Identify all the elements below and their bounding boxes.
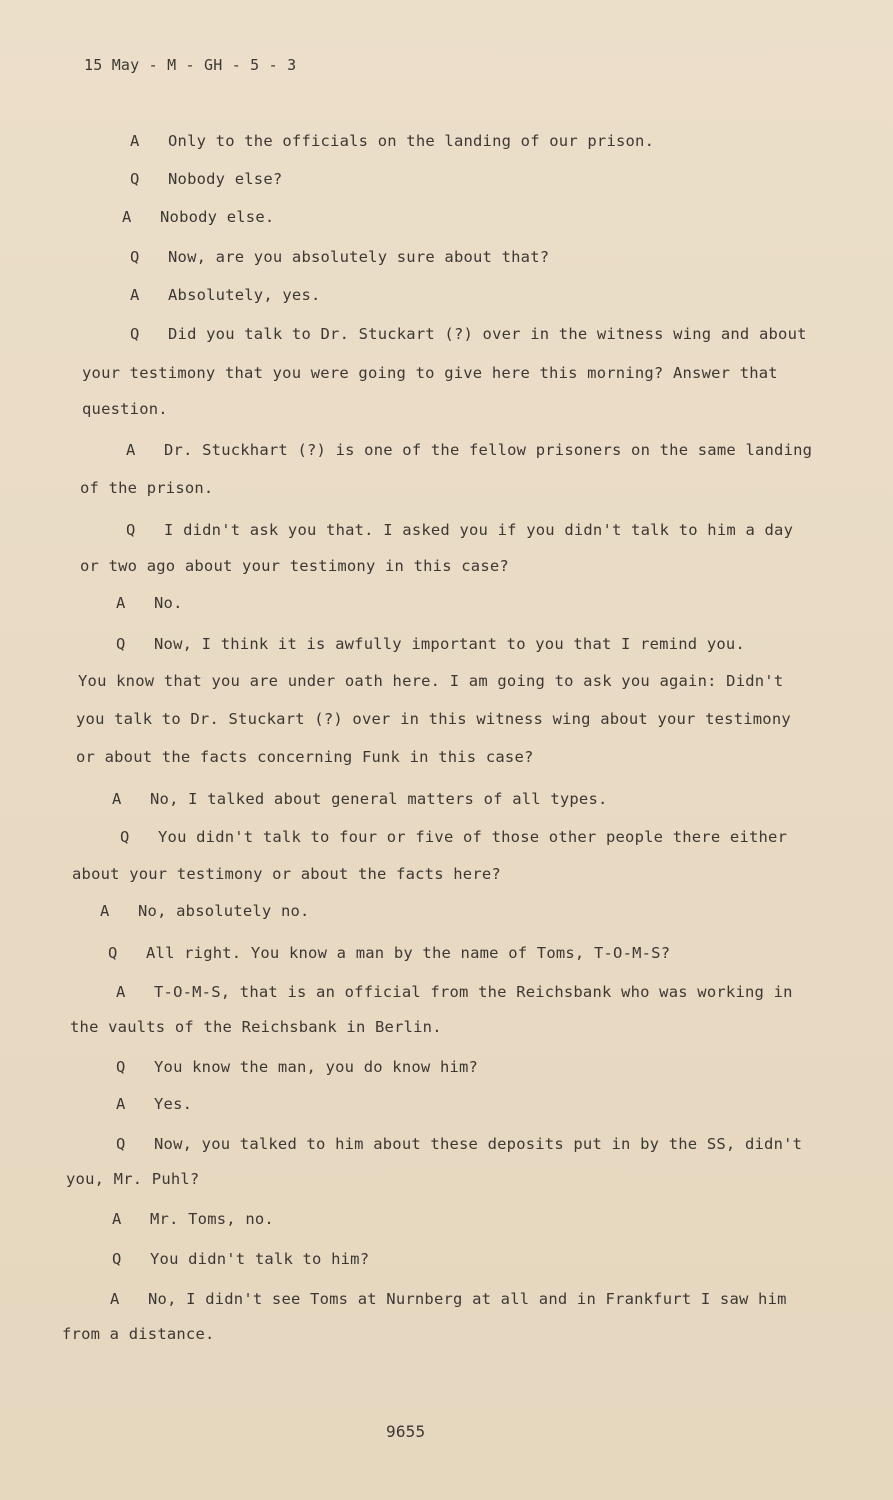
- line-18: [112, 790, 608, 808]
- speaker-label: A: [112, 790, 122, 808]
- line-28: [66, 1170, 199, 1188]
- speaker-label: A: [112, 1210, 122, 1228]
- line-24: [70, 1018, 442, 1036]
- line-text: of the prison.: [80, 479, 214, 497]
- line-text: you, Mr. Puhl?: [66, 1170, 200, 1188]
- line-21: [100, 902, 310, 920]
- line-text: Absolutely, yes.: [168, 286, 321, 304]
- line-text: No, I didn't see Toms at Nurnberg at all and in Frankfurt I saw him: [148, 1290, 787, 1308]
- speaker-label: A: [116, 983, 126, 1001]
- line-text: Only to the officials on the landing of our prison.: [168, 132, 655, 150]
- speaker-label: Q: [120, 828, 130, 846]
- speaker-label: Q: [126, 521, 136, 539]
- page-header: 15 May - M - GH - 5 - 3: [84, 56, 297, 74]
- line-11: [126, 521, 793, 539]
- line-12: [80, 557, 509, 575]
- line-text: you talk to Dr. Stuckart (?) over in this witness wing about your testimony: [76, 710, 791, 728]
- line-27: [116, 1135, 802, 1153]
- line-26: [116, 1095, 192, 1113]
- line-19: [120, 828, 787, 846]
- line-32: [62, 1325, 215, 1343]
- line-16: [76, 710, 791, 728]
- line-text: You didn't talk to four or five of those other people there either: [158, 828, 788, 846]
- speaker-label: A: [122, 208, 132, 226]
- line-5: [130, 286, 321, 304]
- speaker-label: Q: [116, 1135, 126, 1153]
- line-text: Nobody else.: [160, 208, 275, 226]
- line-30: [112, 1250, 369, 1268]
- speaker-label: Q: [130, 170, 140, 188]
- page-number: 9655: [386, 1422, 426, 1441]
- line-31: [110, 1290, 787, 1308]
- line-text: about your testimony or about the facts here?: [72, 865, 501, 883]
- line-text: Dr. Stuckhart (?) is one of the fellow prisoners on the same landing: [164, 441, 813, 459]
- line-text: Now, are you absolutely sure about that?: [168, 248, 550, 266]
- line-23: [116, 983, 793, 1001]
- speaker-label: A: [116, 1095, 126, 1113]
- speaker-label: Q: [116, 1058, 126, 1076]
- line-text: I didn't ask you that. I asked you if you didn't talk to him a day: [164, 521, 794, 539]
- line-text: or about the facts concerning Funk in this case?: [76, 748, 534, 766]
- line-text: your testimony that you were going to give here this morning? Answer that: [82, 364, 778, 382]
- line-1: [130, 132, 654, 150]
- line-text: No, absolutely no.: [138, 902, 310, 920]
- line-2: [130, 170, 282, 188]
- line-text: All right. You know a man by the name of Toms, T-O-M-S?: [146, 944, 671, 962]
- speaker-label: Q: [116, 635, 126, 653]
- line-8: [82, 400, 168, 418]
- speaker-label: A: [130, 132, 140, 150]
- line-text: You didn't talk to him?: [150, 1250, 370, 1268]
- line-text: Yes.: [154, 1095, 193, 1113]
- line-text: You know the man, you do know him?: [154, 1058, 479, 1076]
- line-text: T-O-M-S, that is an official from the Reichsbank who was working in: [154, 983, 793, 1001]
- line-text: or two ago about your testimony in this case?: [80, 557, 509, 575]
- line-text: Now, you talked to him about these deposits put in by the SS, didn't: [154, 1135, 803, 1153]
- line-4: [130, 248, 549, 266]
- line-9: [126, 441, 812, 459]
- speaker-label: Q: [130, 248, 140, 266]
- speaker-label: A: [130, 286, 140, 304]
- speaker-label: A: [126, 441, 136, 459]
- line-15: [78, 672, 783, 690]
- line-6: [130, 325, 807, 343]
- speaker-label: A: [116, 594, 126, 612]
- line-14: [116, 635, 745, 653]
- speaker-label: Q: [112, 1250, 122, 1268]
- line-29: [112, 1210, 274, 1228]
- line-25: [116, 1058, 478, 1076]
- line-22: [108, 944, 670, 962]
- line-text: from a distance.: [62, 1325, 215, 1343]
- speaker-label: Q: [108, 944, 118, 962]
- line-text: Did you talk to Dr. Stuckart (?) over in the witness wing and about: [168, 325, 807, 343]
- line-text: No.: [154, 594, 183, 612]
- line-7: [82, 364, 778, 382]
- speaker-label: A: [110, 1290, 120, 1308]
- line-text: You know that you are under oath here. I am going to ask you again: Didn't: [78, 672, 784, 690]
- line-text: No, I talked about general matters of all types.: [150, 790, 608, 808]
- line-text: question.: [82, 400, 168, 418]
- line-17: [76, 748, 534, 766]
- line-20: [72, 865, 501, 883]
- line-3: [122, 208, 274, 226]
- line-text: Nobody else?: [168, 170, 283, 188]
- speaker-label: Q: [130, 325, 140, 343]
- line-10: [80, 479, 213, 497]
- line-text: the vaults of the Reichsbank in Berlin.: [70, 1018, 442, 1036]
- line-text: Now, I think it is awfully important to you that I remind you.: [154, 635, 745, 653]
- speaker-label: A: [100, 902, 110, 920]
- line-13: [116, 594, 183, 612]
- line-text: Mr. Toms, no.: [150, 1210, 274, 1228]
